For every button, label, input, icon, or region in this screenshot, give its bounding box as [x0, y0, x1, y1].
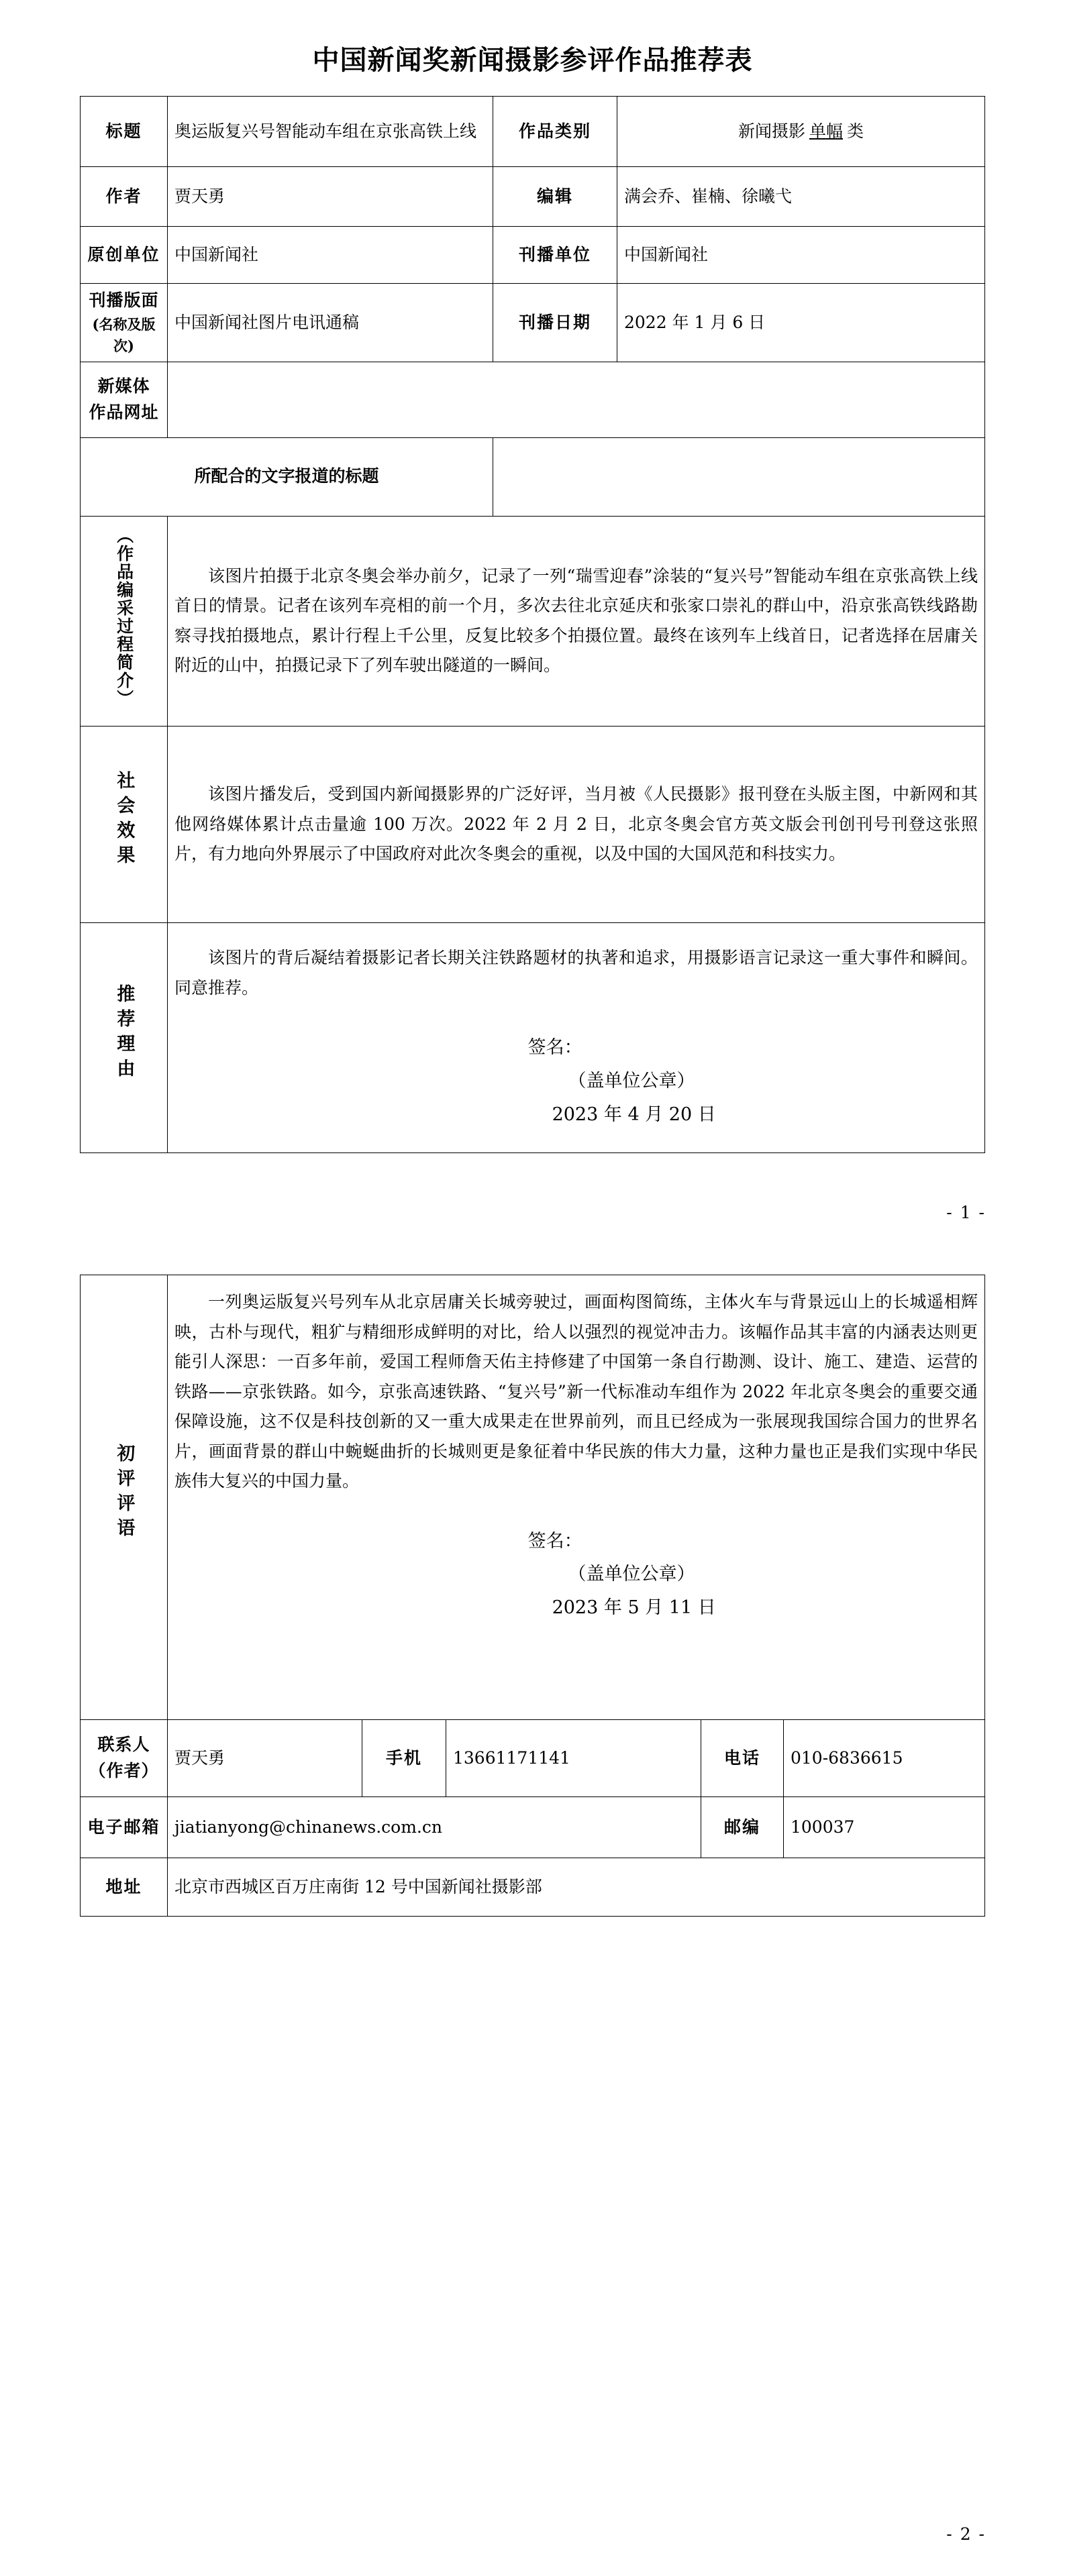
- value-address: 北京市西城区百万庄南街 12 号中国新闻社摄影部: [167, 1858, 984, 1917]
- label-editor: 编辑: [493, 167, 617, 227]
- label-initial-review: [80, 1275, 167, 1720]
- review-seal-label: （盖单位公章）: [568, 1564, 695, 1585]
- value-origin-unit: 中国新闻社: [168, 227, 493, 284]
- label-process-intro: [81, 516, 168, 726]
- value-newmedia-url: [168, 362, 985, 437]
- label-companion-article-title: 所配合的文字报道的标题: [81, 437, 493, 516]
- category-prefix: 新闻摄影: [738, 121, 805, 141]
- value-recommend-reason-cell: [168, 922, 985, 1152]
- page-1: [0, 0, 1065, 1275]
- label-recommend-reason-text: 推荐理由: [113, 983, 135, 1083]
- label-social-effect-text: 社会效果: [113, 770, 135, 870]
- label-author: 作者: [81, 167, 168, 227]
- table-row: [81, 227, 985, 284]
- table-row: [81, 284, 985, 362]
- label-process-intro-text: （作品编采过程简介）: [114, 526, 134, 708]
- label-contact-person: [80, 1720, 167, 1797]
- value-author: 贾天勇: [168, 167, 493, 227]
- page-number-1: - 1 -: [946, 1203, 986, 1222]
- label-phone: 电话: [701, 1720, 783, 1797]
- label-postcode: 邮编: [701, 1797, 783, 1858]
- page-2: [0, 1275, 1065, 2576]
- label-address: 地址: [80, 1858, 167, 1917]
- table-row: [80, 1720, 984, 1797]
- label-recommend-reason: [81, 922, 168, 1152]
- value-mobile: 13661171141: [446, 1720, 701, 1797]
- label-contact-person-line2: （作者）: [89, 1761, 159, 1780]
- value-contact-person: 贾天勇: [167, 1720, 362, 1797]
- page-number-2: - 2 -: [946, 2524, 986, 2544]
- value-category: [617, 97, 985, 167]
- table-row: [81, 437, 985, 516]
- value-initial-review-cell: [167, 1275, 984, 1720]
- table-row: [80, 1797, 984, 1858]
- review-date: 2023 年 5 月 11 日: [552, 1597, 716, 1619]
- table-row: [81, 726, 985, 922]
- value-publish-layout: 中国新闻社图片电讯通稿: [168, 284, 493, 362]
- value-social-effect-cell: [168, 726, 985, 922]
- label-email: 电子邮箱: [80, 1797, 167, 1858]
- category-suffix: 类: [847, 121, 864, 141]
- recommend-signature-label: 签名：: [527, 1037, 582, 1059]
- label-newmedia-url-line2: 作品网址: [89, 402, 159, 422]
- value-editor: 满会乔、崔楠、徐曦弋: [617, 167, 985, 227]
- value-publish-unit: 中国新闻社: [617, 227, 985, 284]
- review-signature-block: [174, 1525, 978, 1625]
- value-phone: 010-6836615: [783, 1720, 984, 1797]
- value-publish-date: 2022 年 1 月 6 日: [617, 284, 985, 362]
- table-row: [80, 1275, 984, 1720]
- label-newmedia-url: [81, 362, 168, 437]
- table-row: [81, 922, 985, 1152]
- value-social-effect: 该图片播发后，受到国内新闻摄影界的广泛好评，当月被《人民摄影》报刊登在头版主图，中新网和其他网络媒体累计点击量逾 100 万次。2022 年 2 月 2 日，北京冬奥会官方英文版会刊创刊号刊登这张照片，有力地向外界展示了中国政府对此次冬奥会的重视，以及中国的大国风范和科技实力。: [174, 784, 978, 864]
- table-row: [81, 362, 985, 437]
- recommendation-form-table: [80, 96, 985, 1153]
- value-recommend-reason: 该图片的背后凝结着摄影记者长期关注铁路题材的执著和追求，用摄影语言记录这一重大事件和瞬间。同意推荐。: [174, 948, 978, 998]
- recommend-date: 2023 年 4 月 20 日: [552, 1104, 716, 1126]
- label-social-effect: [81, 726, 168, 922]
- label-mobile: 手机: [362, 1720, 446, 1797]
- label-contact-person-line1: 联系人: [97, 1735, 150, 1755]
- value-email: jiatianyong@chinanews.com.cn: [167, 1797, 701, 1858]
- label-publish-layout: [81, 284, 168, 362]
- label-origin-unit: 原创单位: [81, 227, 168, 284]
- value-process-intro-cell: [168, 516, 985, 726]
- label-publish-date: 刊播日期: [493, 284, 617, 362]
- value-companion-article-title: [493, 437, 985, 516]
- label-publish-layout-main: 刊播版面: [89, 290, 159, 310]
- value-title: 奥运版复兴号智能动车组在京张高铁上线: [168, 97, 493, 167]
- label-title: 标题: [81, 97, 168, 167]
- review-form-table: [80, 1275, 985, 1917]
- recommend-seal-label: （盖单位公章）: [568, 1071, 695, 1092]
- label-category: 作品类别: [493, 97, 617, 167]
- review-signature-label: 签名：: [527, 1530, 582, 1552]
- table-row: [80, 1858, 984, 1917]
- label-newmedia-url-line1: 新媒体: [97, 376, 150, 396]
- category-underlined: 单幅: [809, 121, 843, 141]
- value-process-intro: 该图片拍摄于北京冬奥会举办前夕，记录了一列“瑞雪迎春”涂装的“复兴号”智能动车组在京张高铁上线首日的情景。记者在该列车亮相的前一个月，多次去往北京延庆和张家口崇礼的群山中，沿京张高铁线路勘察寻找拍摄地点，累计行程上千公里，反复比较多个拍摄位置。最终在该列车上线首日，记者选择在居庸关附近的山中，拍摄记录下了列车驶出隧道的一瞬间。: [174, 566, 978, 676]
- table-row: [81, 167, 985, 227]
- recommend-signature-block: [174, 1031, 978, 1132]
- label-publish-layout-sub: (名称及版次): [92, 315, 156, 355]
- label-publish-unit: 刊播单位: [493, 227, 617, 284]
- value-postcode: 100037: [783, 1797, 984, 1858]
- table-row: [81, 516, 985, 726]
- label-initial-review-text: 初评评语: [113, 1444, 135, 1544]
- table-row: [81, 97, 985, 167]
- value-initial-review: 一列奥运版复兴号列车从北京居庸关长城旁驶过，画面构图简练，主体火车与背景远山上的长城遥相辉映，古朴与现代，粗犷与精细形成鲜明的对比，给人以强烈的视觉冲击力。该幅作品其丰富的内涵表达则更能引人深思：一百多年前，爱国工程师詹天佑主持修建了中国第一条自行勘测、设计、施工、建造、运营的铁路——京张铁路。如今，京张高速铁路、“复兴号”新一代标准动车组作为 2022 年北京冬奥会的重要交通保障设施，这不仅是科技创新的又一重大成果走在世界前列，而且已经成为一张展现我国综合国力的世界名片，画面背景的群山中蜿蜒曲折的长城则更是象征着中华民族的伟大力量，这种力量也正是我们实现中华民族伟大复兴的中国力量。: [174, 1292, 978, 1491]
- page-title: 中国新闻奖新闻摄影参评作品推荐表: [312, 44, 753, 76]
